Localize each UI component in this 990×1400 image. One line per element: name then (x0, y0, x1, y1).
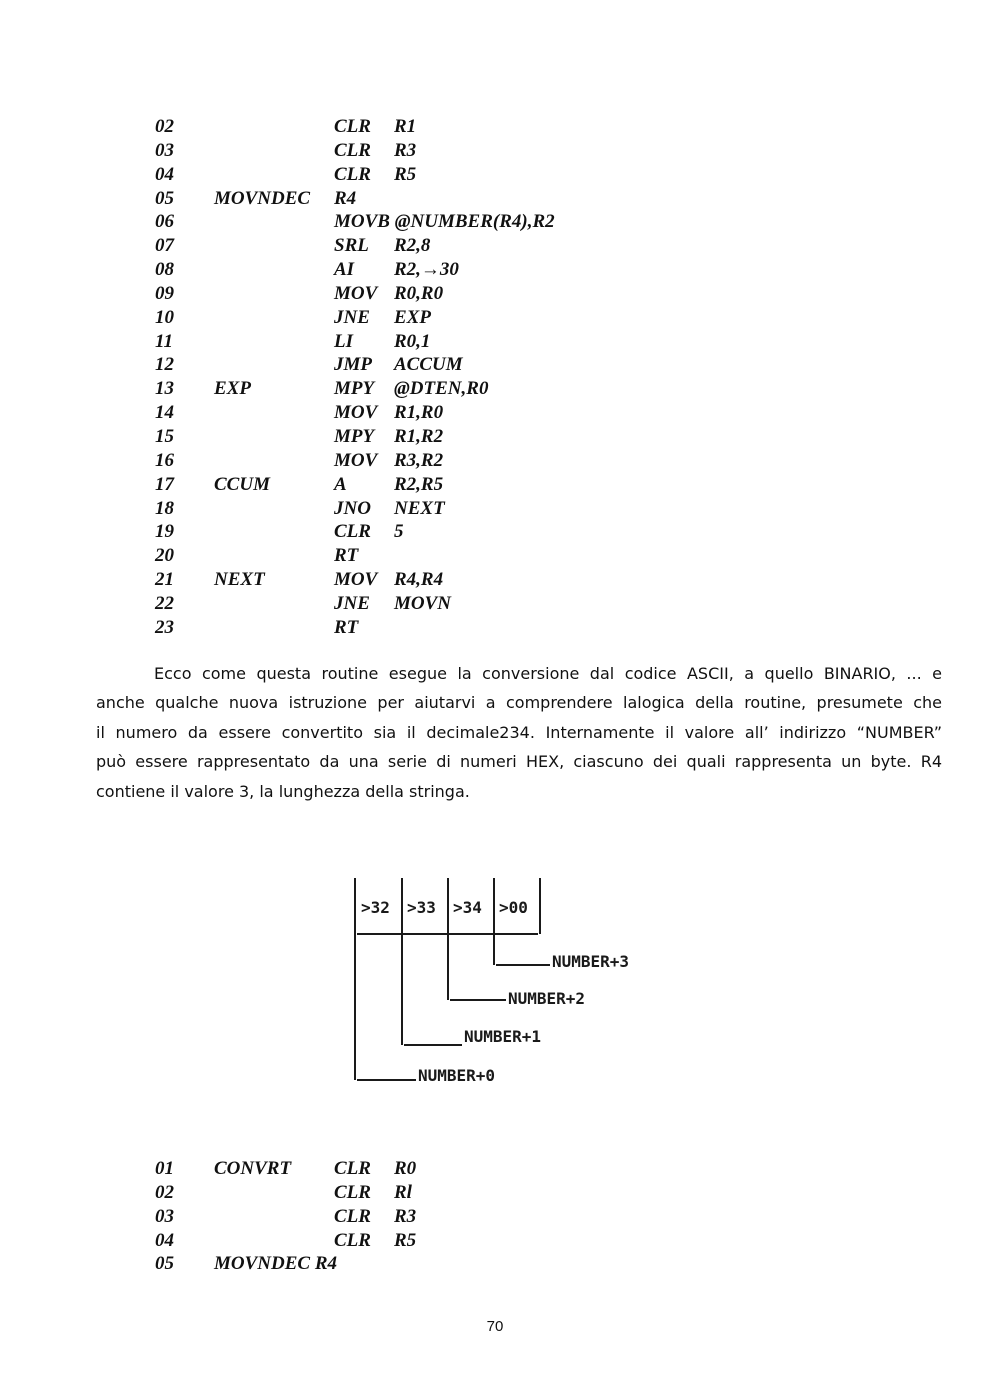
line-number: 16 (155, 449, 174, 471)
code-operand: R3 (394, 1205, 417, 1227)
code-opcode: CLR (334, 521, 371, 543)
paragraph-line: può essere rappresentato da una serie di numeri HEX, ciascuno dei quali rappresenta un byte. R4 (96, 752, 942, 772)
code-line (155, 473, 755, 497)
code-line (155, 1252, 755, 1276)
code-operand: R4,R4 (394, 569, 444, 591)
line-number: 23 (155, 616, 174, 638)
line-number: 07 (155, 235, 174, 257)
code-line (155, 544, 755, 568)
code-label: CCUM (214, 473, 270, 495)
code-label: MOVNDEC (214, 187, 311, 209)
pointer-label: NUMBER+2 (508, 989, 586, 1008)
code-operand: R0 (394, 1158, 417, 1179)
code-label: CONVRT (214, 1158, 292, 1179)
code-operand: @DTEN,R0 (394, 378, 489, 400)
code-operand: Rl (394, 1181, 412, 1203)
code-line (155, 401, 755, 425)
code-line (155, 330, 755, 354)
line-number: 19 (155, 521, 174, 543)
pointer-label: NUMBER+3 (552, 952, 630, 971)
pointer-label: NUMBER+0 (418, 1066, 496, 1085)
code-line (155, 1205, 755, 1229)
code-operand: R1 (394, 116, 417, 137)
code-operand: NEXT (394, 497, 445, 519)
code-line (155, 210, 755, 234)
code-operand: R2,8 (394, 235, 431, 257)
line-number: 18 (155, 497, 174, 519)
line-number: 04 (155, 1229, 174, 1251)
line-number: 04 (155, 163, 174, 185)
code-line (155, 187, 755, 211)
code-line (155, 282, 755, 306)
code-operand: R5 (394, 1229, 417, 1251)
code-opcode: CLR (334, 1229, 371, 1251)
line-number: 06 (155, 211, 174, 233)
code-opcode: JMP (334, 354, 372, 376)
code-opcode: AI (334, 259, 355, 281)
line-number: 05 (155, 1253, 174, 1275)
paragraph-line: il numero da essere convertito sia il decimale234. Internamente il valore all’ indirizzo “NUMBER” (96, 722, 942, 742)
line-number: 20 (155, 545, 174, 567)
line-number: 03 (155, 139, 174, 161)
code-operand: R3,R2 (394, 449, 444, 471)
code-opcode: CLR (334, 1181, 371, 1203)
line-number: 01 (155, 1158, 174, 1179)
code-listing-top (155, 115, 755, 640)
code-opcode: RT (334, 616, 359, 638)
code-operand: R3 (394, 139, 417, 161)
code-line (155, 234, 755, 258)
code-opcode: CLR (334, 116, 371, 137)
code-line (155, 425, 755, 449)
code-opcode: SRL (334, 235, 369, 257)
code-operand: R1,R2 (394, 425, 444, 447)
paragraph-line: contiene il valore 3, la lunghezza della stringa. (96, 781, 470, 801)
byte-cell: >34 (453, 898, 482, 917)
code-operand: R2,→30 (394, 259, 459, 281)
code-line (155, 163, 755, 187)
paragraph-line: Ecco come questa routine esegue la conversione dal codice ASCII, a quello BINARIO, ... e (154, 664, 942, 683)
code-operand: R2,R5 (394, 473, 444, 495)
line-number: 03 (155, 1205, 174, 1227)
code-line (155, 139, 755, 163)
code-opcode: CLR (334, 139, 371, 161)
line-number: 13 (155, 378, 174, 400)
code-operand: ACCUM (394, 354, 463, 376)
code-opcode: JNO (334, 497, 371, 519)
memory-diagram-svg (330, 870, 670, 1100)
code-opcode: MOV (334, 569, 378, 591)
paragraph-line: anche qualche nuova istruzione per aiutarvi a comprendere lalogica della routine, presumete che (96, 693, 942, 713)
code-opcode: MOV (334, 402, 378, 424)
code-opcode: MOV (334, 282, 378, 304)
code-operand: EXP (394, 306, 431, 328)
line-number: 02 (155, 116, 174, 137)
code-operand: R0,R0 (394, 282, 444, 304)
code-label: NEXT (214, 569, 265, 591)
line-number: 10 (155, 306, 174, 328)
code-opcode: CLR (334, 1205, 371, 1227)
page-number: 70 (486, 1318, 504, 1335)
code-opcode: CLR (334, 1158, 371, 1179)
code-line (155, 1229, 755, 1253)
code-line (155, 306, 755, 330)
code-line (155, 449, 755, 473)
code-opcode: R4 (334, 187, 357, 209)
code-line (155, 592, 755, 616)
code-line (155, 1181, 755, 1205)
line-number: 21 (155, 569, 174, 591)
line-number: 09 (155, 282, 174, 304)
code-opcode: MOV (334, 449, 378, 471)
code-listing-bottom (155, 1157, 755, 1276)
line-number: 02 (155, 1181, 174, 1203)
code-operand: MOVN (394, 592, 452, 614)
pointer-label: NUMBER+1 (464, 1027, 542, 1046)
code-line (155, 616, 755, 640)
code-opcode: CLR (334, 163, 371, 185)
code-opcode: A (334, 473, 347, 495)
code-opcode: LI (334, 330, 353, 352)
code-label: MOVNDEC R4 (214, 1253, 337, 1275)
code-opcode: RT (334, 545, 359, 567)
code-opcode: MOVB @NUMBER(R4),R2 (334, 211, 555, 233)
body-paragraph (96, 659, 942, 806)
code-operand: R5 (394, 163, 417, 185)
line-number: 14 (155, 402, 174, 424)
code-line (155, 1157, 755, 1181)
byte-cell: >00 (499, 898, 528, 917)
code-operand: 5 (394, 521, 404, 543)
code-opcode: JNE (334, 306, 370, 328)
code-opcode: JNE (334, 592, 370, 614)
memory-layout-diagram (330, 870, 670, 1100)
code-line (155, 258, 755, 282)
line-number: 17 (155, 473, 174, 495)
byte-cell: >33 (407, 898, 436, 917)
code-line (155, 568, 755, 592)
code-opcode: MPY (334, 378, 375, 400)
code-opcode: MPY (334, 425, 375, 447)
line-number: 22 (155, 592, 174, 614)
line-number: 05 (155, 187, 174, 209)
line-number: 12 (155, 354, 174, 376)
byte-cell: >32 (361, 898, 390, 917)
line-number: 08 (155, 259, 174, 281)
code-line (155, 115, 755, 139)
code-line (155, 497, 755, 521)
code-label: EXP (214, 378, 251, 400)
code-line (155, 520, 755, 544)
line-number: 11 (155, 330, 173, 352)
line-number: 15 (155, 425, 174, 447)
code-operand: R0,1 (394, 330, 431, 352)
code-line (155, 353, 755, 377)
code-operand: R1,R0 (394, 402, 444, 424)
code-line (155, 377, 755, 401)
